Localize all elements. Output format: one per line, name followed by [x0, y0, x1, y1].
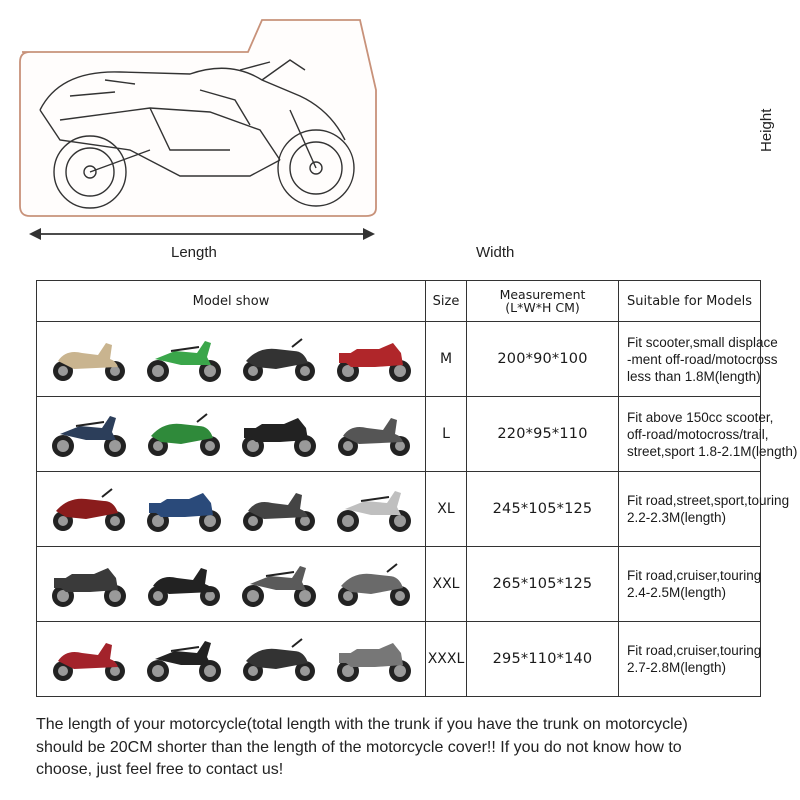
length-label: Length	[171, 244, 217, 261]
header-model-show: Model show	[37, 281, 426, 322]
motorcycle-photo	[331, 483, 417, 535]
header-measurement	[467, 281, 619, 322]
motorcycle-photo	[236, 483, 322, 535]
size-cell: M	[426, 322, 467, 397]
model-show-cell	[37, 322, 426, 397]
suitable-models-cell	[619, 472, 790, 547]
motorcycle-photo	[236, 333, 322, 385]
suitable-models-line: Fit above 150cc scooter,	[627, 409, 774, 425]
header-measurement-line1: Measurement	[499, 287, 586, 302]
height-label: Height	[758, 108, 775, 152]
table-row	[37, 397, 761, 472]
table-row	[37, 322, 761, 397]
motorcycle-photo	[141, 483, 227, 535]
suitable-models-cell	[619, 322, 778, 397]
measurement-cell: 245*105*125	[467, 472, 619, 547]
motorcycle-photo	[46, 633, 132, 685]
suitable-models-line: off-road/motocross/trail,	[627, 426, 769, 442]
measurement-cell: 200*90*100	[467, 322, 619, 397]
motorcycle-photo	[331, 633, 417, 685]
dimension-diagrams	[0, 0, 800, 275]
size-cell: XXL	[426, 547, 467, 622]
motorcycle-photo	[236, 408, 322, 460]
size-cell: XL	[426, 472, 467, 547]
note-line: The length of your motorcycle(total length with the trunk if you have the trunk on motorcycle)	[36, 716, 688, 733]
suitable-models-line: 2.4-2.5M(length)	[627, 585, 727, 600]
suitable-models-line: Fit road,street,sport,touring	[627, 493, 790, 508]
motorcycle-photo	[141, 408, 227, 460]
model-show-cell	[37, 622, 426, 697]
measurement-cell: 295*110*140	[467, 622, 619, 697]
motorcycle-photo	[141, 558, 227, 610]
size-cell: XXXL	[426, 622, 467, 697]
size-cell: L	[426, 397, 467, 472]
motorcycle-photo	[331, 333, 417, 385]
header-size: Size	[426, 281, 467, 322]
header-suitable-models: Suitable for Models	[619, 281, 761, 322]
suitable-models-line: 2.2-2.3M(length)	[627, 510, 727, 525]
model-show-cell	[37, 472, 426, 547]
table-row	[37, 547, 761, 622]
header-measurement-line2: (L*W*H CM)	[505, 300, 580, 315]
suitable-models-line: Fit road,cruiser,touring	[627, 643, 762, 658]
side-view-diagram	[20, 20, 376, 234]
motorcycle-photo	[236, 633, 322, 685]
motorcycle-photo	[141, 633, 227, 685]
motorcycle-photo	[46, 408, 132, 460]
size-chart-table	[36, 280, 798, 697]
width-label: Width	[476, 244, 515, 261]
table-row	[37, 622, 761, 697]
measurement-cell: 220*95*110	[467, 397, 619, 472]
motorcycle-photo	[46, 558, 132, 610]
table-row	[37, 472, 761, 547]
note-line: should be 20CM shorter than the length of the motorcycle cover!! If you do not know how to	[36, 738, 682, 756]
motorcycle-photo	[46, 483, 132, 535]
motorcycle-photo	[331, 558, 417, 610]
suitable-models-line: Fit road,cruiser,touring	[627, 568, 762, 583]
motorcycle-photo	[46, 333, 132, 385]
suitable-models-line: street,sport 1.8-2.1M(length)	[627, 443, 798, 459]
suitable-models-line: -ment off-road/motocross	[627, 351, 778, 367]
suitable-models-cell	[619, 547, 761, 622]
measurement-cell: 265*105*125	[467, 547, 619, 622]
suitable-models-line: less than 1.8M(length)	[627, 368, 761, 384]
motorcycle-photo	[331, 408, 417, 460]
suitable-models-cell	[619, 622, 761, 697]
table-header-row	[37, 281, 761, 322]
model-show-cell	[37, 397, 426, 472]
suitable-models-line: Fit scooter,small displace	[627, 334, 778, 350]
note-line: choose, just feel free to contact us!	[36, 761, 284, 778]
sizing-note	[36, 714, 776, 782]
suitable-models-line: 2.7-2.8M(length)	[627, 660, 727, 675]
motorcycle-photo	[236, 558, 322, 610]
motorcycle-photo	[141, 333, 227, 385]
suitable-models-cell	[619, 397, 798, 472]
model-show-cell	[37, 547, 426, 622]
